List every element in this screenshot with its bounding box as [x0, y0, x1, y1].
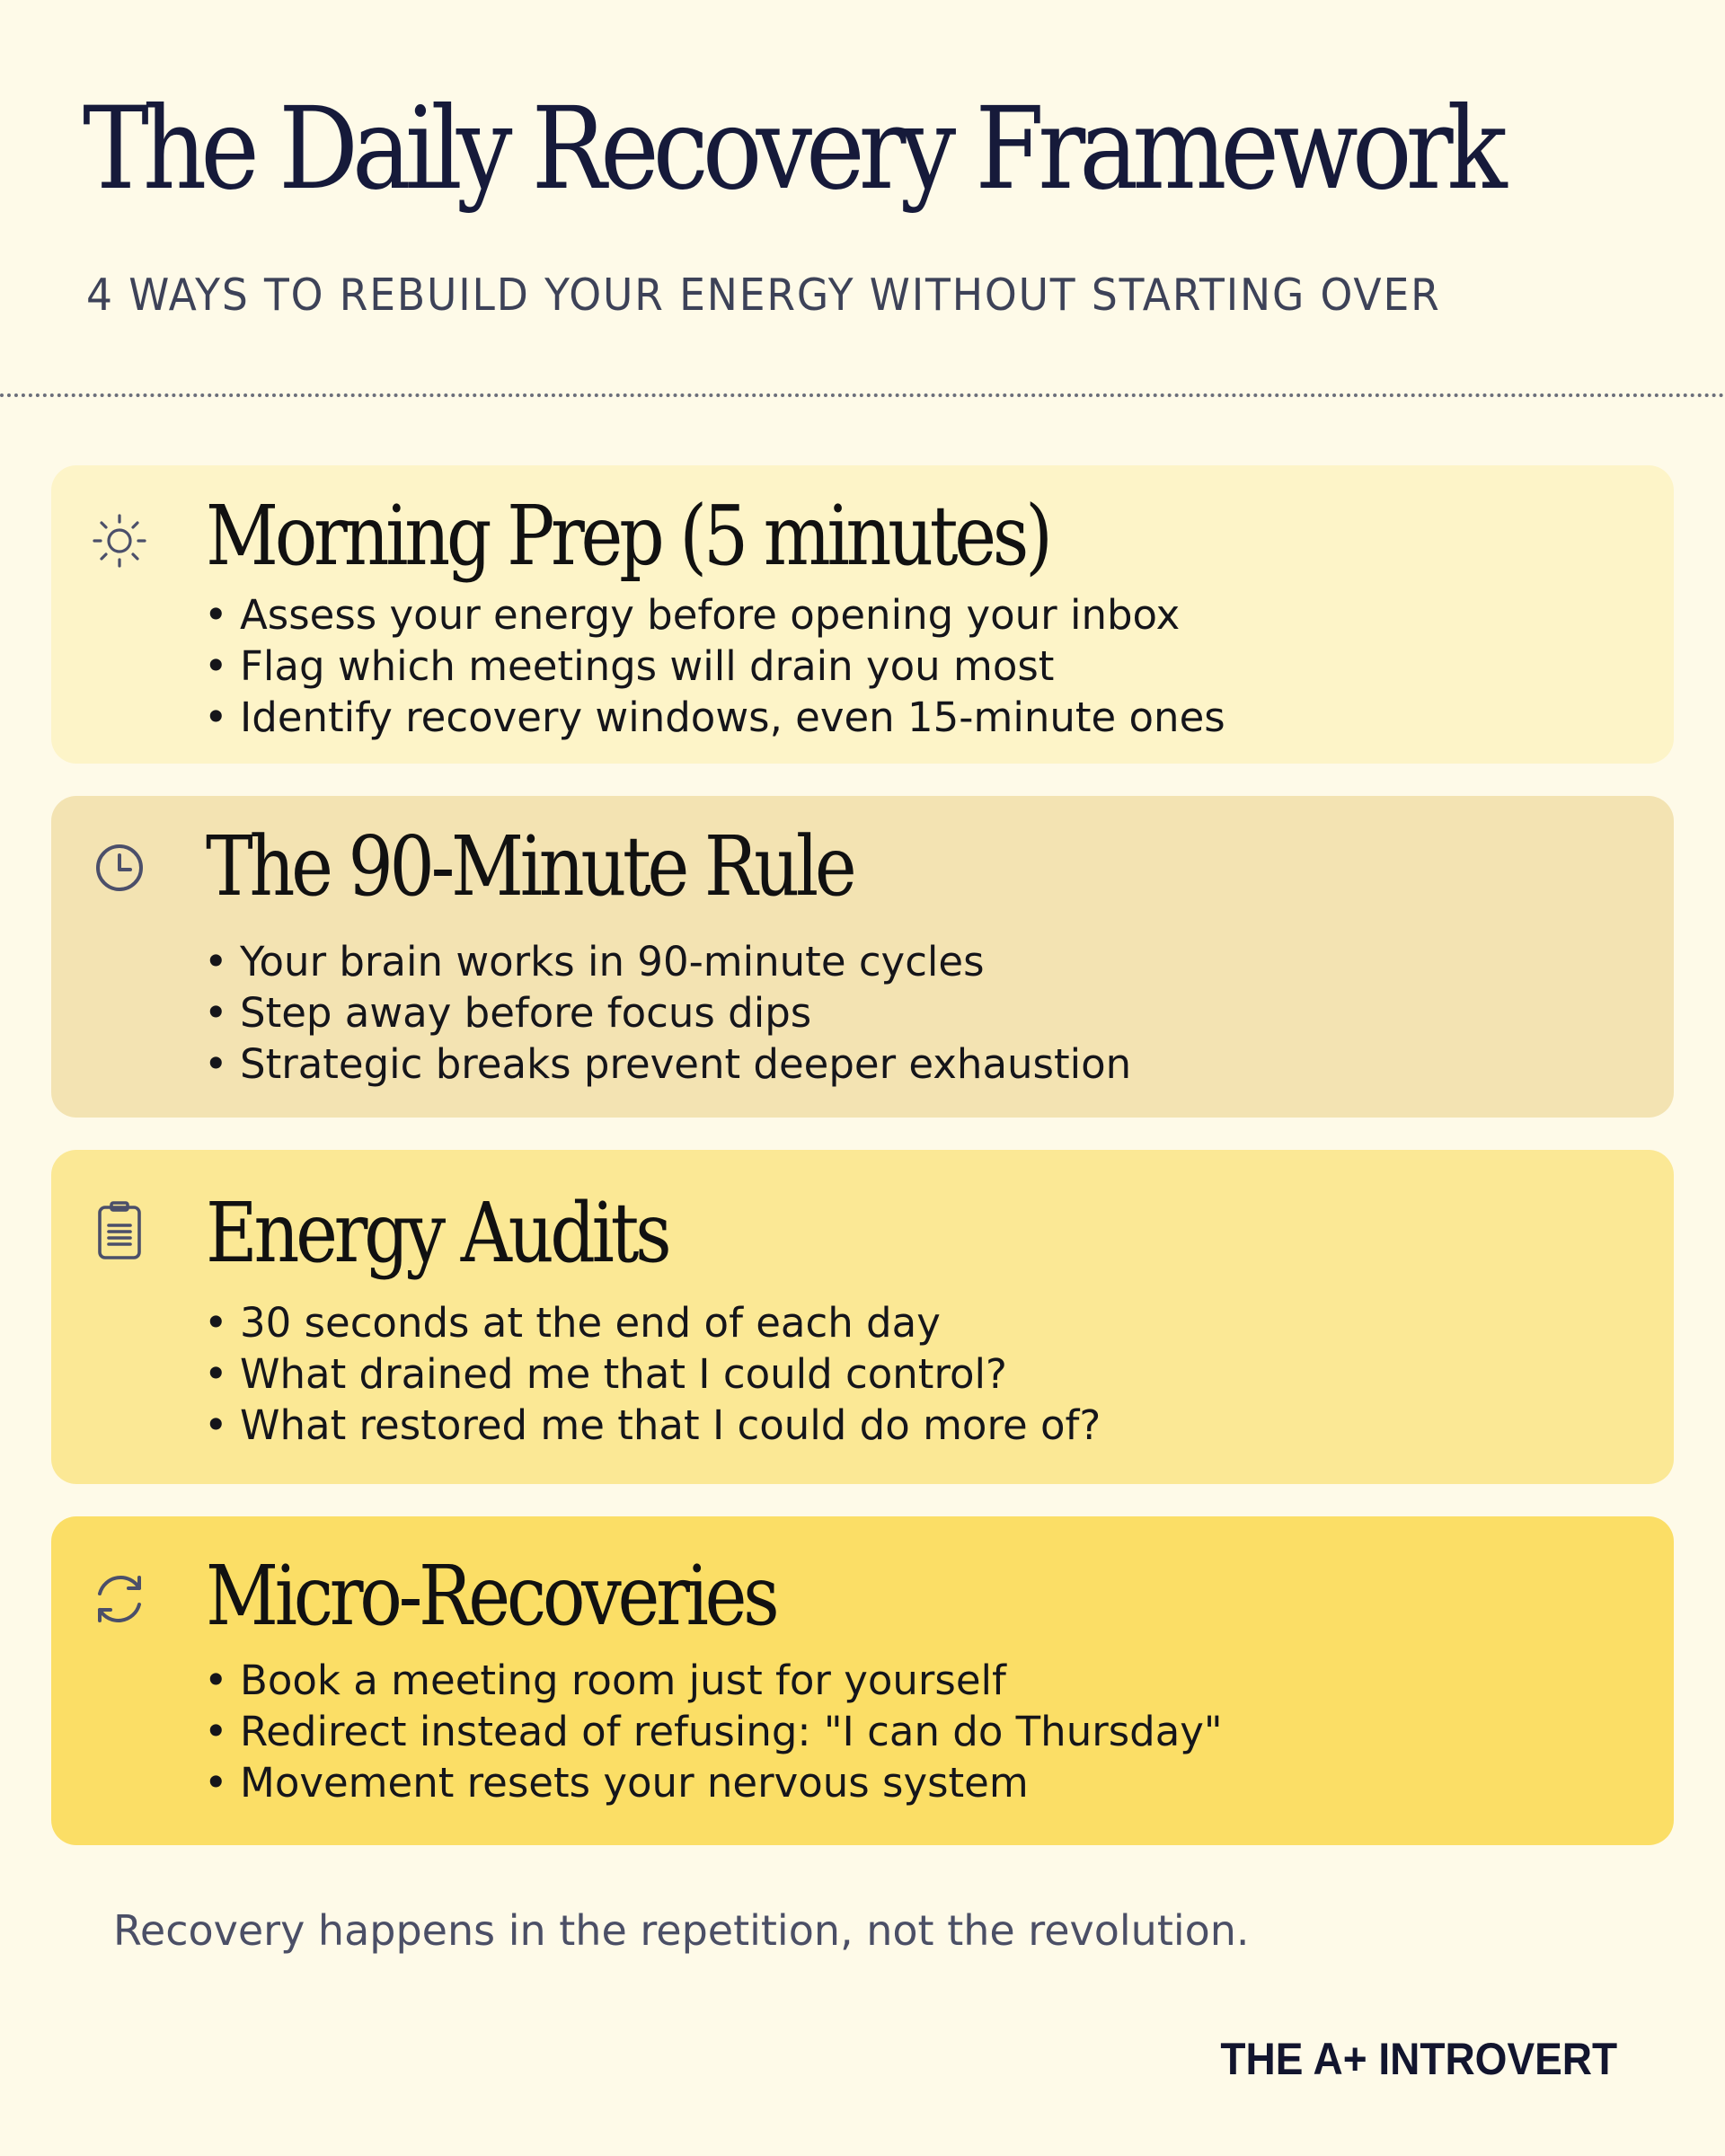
list-item: • What drained me that I could control? [204, 1350, 1007, 1398]
card-list [204, 1655, 1223, 1808]
list-item: • Book a meeting room just for yourself [204, 1657, 1006, 1704]
list-item: • 30 seconds at the end of each day [204, 1299, 941, 1347]
list-item: • Step away before focus dips [204, 989, 812, 1037]
card-energy-audits [51, 1150, 1674, 1484]
list-item: • Movement resets your nervous system [204, 1759, 1029, 1807]
card-title: Energy Audits [206, 1185, 668, 1281]
brand-logo: THE A+ INTROVERT [1220, 2034, 1617, 2084]
card-micro-recoveries [51, 1516, 1674, 1845]
list-item: • What restored me that I could do more of? [204, 1401, 1101, 1449]
footer-quote: Recovery happens in the repetition, not the revolution. [113, 1906, 1250, 1955]
card-list [204, 589, 1225, 743]
refresh-icon [87, 1567, 152, 1631]
card-morning-prep [51, 465, 1674, 764]
card-90-minute-rule [51, 796, 1674, 1118]
list-item: • Identify recovery windows, even 15-minute ones [204, 694, 1225, 741]
page-subtitle: 4 WAYS TO REBUILD YOUR ENERGY WITHOUT STARTING OVER [86, 270, 1441, 321]
clock-icon [87, 835, 152, 900]
clipboard-icon [87, 1198, 152, 1263]
card-list [204, 936, 1131, 1090]
list-item: • Assess your energy before opening your inbox [204, 591, 1181, 639]
card-title: Micro-Recoveries [206, 1548, 776, 1644]
list-item: • Redirect instead of refusing: "I can do Thursday" [204, 1708, 1223, 1755]
list-item: • Your brain works in 90-minute cycles [204, 938, 985, 985]
card-title: The 90-Minute Rule [206, 818, 854, 915]
sun-icon [87, 508, 152, 573]
page-title: The Daily Recovery Framework [83, 83, 1501, 215]
card-list [204, 1297, 1101, 1451]
list-item: • Strategic breaks prevent deeper exhaustion [204, 1040, 1132, 1088]
list-item: • Flag which meetings will drain you most [204, 642, 1055, 690]
dotted-divider [0, 393, 1725, 397]
framework-cards [51, 465, 1674, 1878]
card-title: Morning Prep (5 minutes) [206, 488, 1049, 584]
